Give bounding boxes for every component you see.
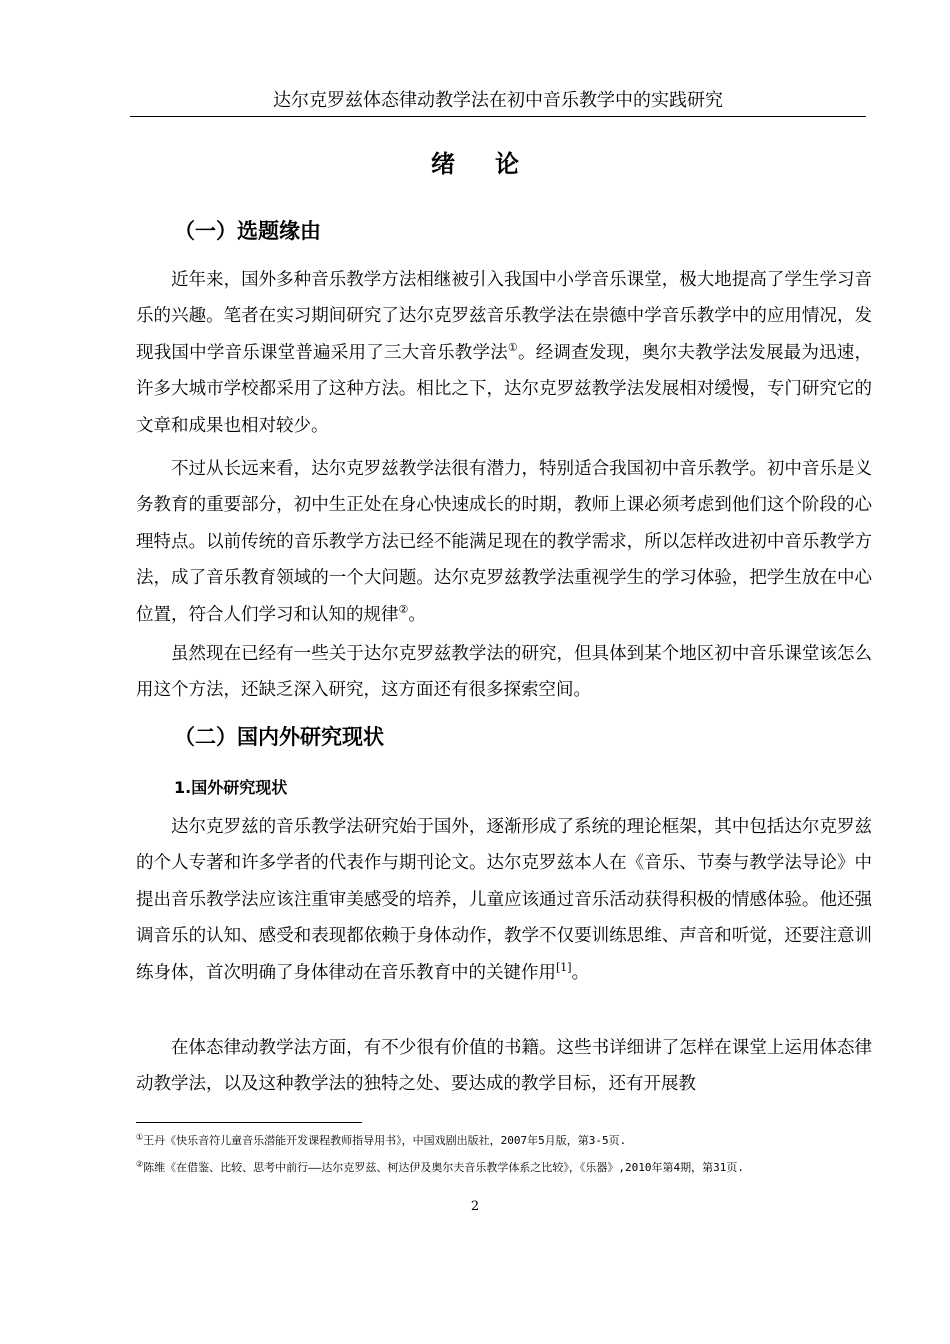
footnote-divider xyxy=(136,1122,362,1123)
footnote-2 xyxy=(136,1157,872,1178)
paragraph-3: 虽然现在已经有一些关于达尔克罗兹教学法的研究，但具体到某个地区初中音乐课堂该怎么用这个方法，还缺乏深入研究，这方面还有很多探索空间。 xyxy=(136,644,872,701)
section-heading-1: （一）选题缘由 xyxy=(174,219,321,243)
paragraph-5: 在体态律动教学法方面，有不少很有价值的书籍。这些书详细讲了怎样在课堂上运用体态律动教学法，以及这种教学法的独特之处、要达成的教学目标，还有开展教 xyxy=(136,1038,872,1095)
section-heading-2: （二）国内外研究现状 xyxy=(174,725,384,749)
running-header: 达尔克罗兹体态律动教学法在初中音乐教学中的实践研究 xyxy=(130,86,866,117)
footnote-mark: ① xyxy=(136,1132,144,1142)
paragraph-text: 近年来，国外多种音乐教学方法相继被引入我国中小学音乐课堂，极大地提高了学生学习音乐的兴趣。笔者在实习期间研究了达尔克罗兹音乐教学法在崇德中学音乐教学中的应用情况，发现我国中学音乐课堂普遍采用了三大音乐教学法 xyxy=(136,270,872,363)
paragraph-text: 不过从长远来看，达尔克罗兹教学法很有潜力，特别适合我国初中音乐教学。初中音乐是义务教育的重要部分，初中生正处在身心快速成长的时期，教师上课必须考虑到他们这个阶段的心理特点。以前传统的音乐教学方法已经不能满足现在的教学需求，所以怎样改进初中音乐教学方法，成了音乐教育领域的一个大问题。达尔克罗兹教学法重视学生的学习体验，把学生放在中心位置，符合人们学习和认知的规律 xyxy=(136,459,872,625)
paragraph-text: 达尔克罗兹的音乐教学法研究始于国外，逐渐形成了系统的理论框架，其中包括达尔克罗兹的个人专著和许多学者的代表作与期刊论文。达尔克罗兹本人在《音乐、节奏与教学法导论》中提出音乐教学法应该注重审美感受的培养，儿童应该通过音乐活动获得积极的情感体验。他还强调音乐的认知、感受和表现都依赖于身体动作，教学不仅要训练思维、声音和听觉，还要注意训练身体，首次明确了身体律动在音乐教育中的关键作用 xyxy=(136,817,872,983)
paragraph-text: 。 xyxy=(408,604,426,625)
chapter-title: 绪论 xyxy=(431,150,559,178)
citation-ref[interactable]: [1] xyxy=(556,960,572,974)
footnote-1 xyxy=(136,1130,872,1151)
page-number: 2 xyxy=(470,1199,480,1214)
paragraph-text: 。经调查发现，奥尔夫教学法发展最为迅速，许多大城市学校都采用了这种方法。相比之下，达尔克罗兹教学法发展相对缓慢，专门研究它的文章和成果也相对较少。 xyxy=(136,342,872,436)
paragraph-1 xyxy=(136,262,872,444)
footnote-text: 王丹《快乐音符儿童音乐潜能开发课程教师指导用书》，中国戏剧出版社，2007年5月版，第3-5页. xyxy=(143,1134,627,1147)
paragraph-4 xyxy=(136,809,872,991)
paragraph-text: 。 xyxy=(571,962,590,983)
footnote-mark: ② xyxy=(136,1159,144,1169)
subsection-heading: 1.国外研究现状 xyxy=(174,778,288,797)
paragraph-2 xyxy=(136,451,872,633)
footnote-ref[interactable]: ① xyxy=(507,340,518,354)
footnote-ref[interactable]: ② xyxy=(398,602,409,616)
footnote-text: 陈维《在借鉴、比较、思考中前行——达尔克罗兹、柯达伊及奥尔夫音乐教学体系之比较》，《乐器》,2010年第4期，第31页. xyxy=(143,1161,745,1174)
